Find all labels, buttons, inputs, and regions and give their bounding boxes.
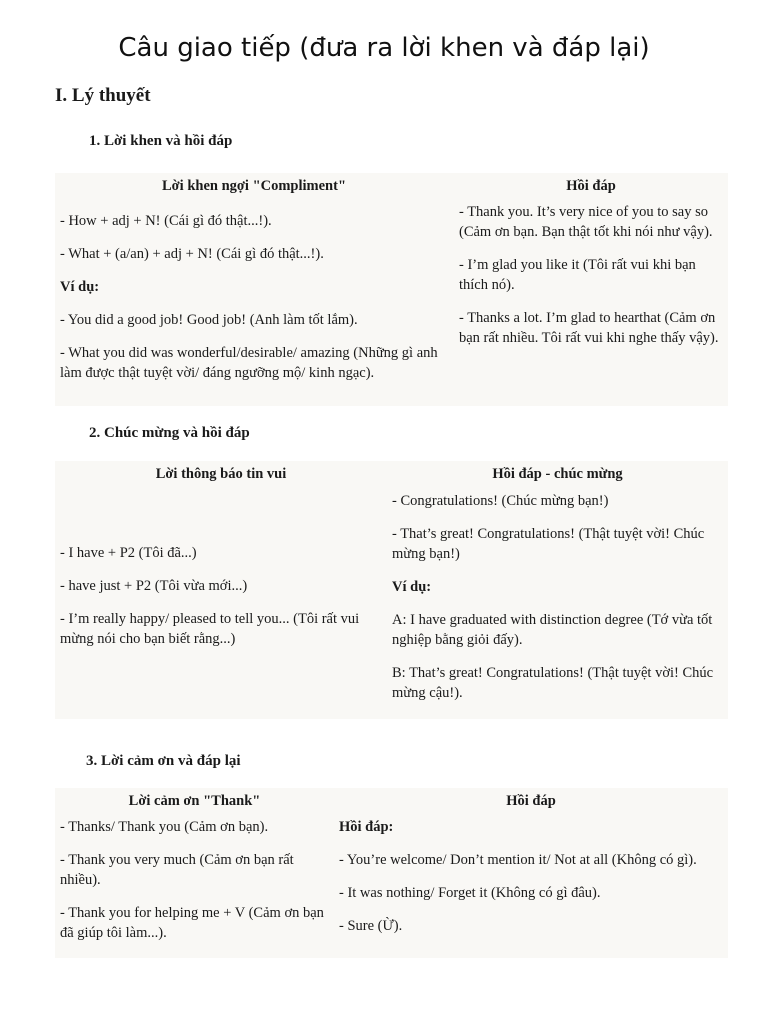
thanks-column [55, 788, 334, 958]
thanks-response-header: Hồi đáp [506, 793, 556, 809]
example-label: Ví dụ: [60, 279, 100, 295]
compliment-response-column [453, 173, 728, 406]
thanks-table [55, 788, 728, 958]
response-line: - Thanks a lot. I’m glad to hearthat (Cảm ơn bạn rất nhiều. Tôi rất vui khi nghe thấy vậy). [459, 310, 719, 346]
compliment-column-header: Lời khen ngợi "Compliment" [161, 178, 347, 194]
subsection-heading-congratulation: 2. Chúc mừng và hồi đáp [89, 425, 250, 441]
response-line: B: That’s great! Congratulations! (Thật tuyệt vời! Chúc mừng cậu!). [392, 665, 714, 701]
thanks-line: - Thanks/ Thank you (Cảm ơn bạn). [60, 819, 269, 835]
response-line: A: I have graduated with distinction degree (Tớ vừa tốt nghiệp bằng giỏi đấy). [392, 612, 713, 648]
response-line: - Sure (Ừ). [339, 918, 403, 934]
page-title: Câu giao tiếp (đưa ra lời khen và đáp lại) [118, 33, 650, 63]
section-heading-theory: I. Lý thuyết [55, 85, 151, 106]
thanks-line: - Thank you for helping me + V (Cảm ơn bạn đã giúp tôi làm...). [60, 905, 324, 941]
good-news-line: - I have + P2 (Tôi đã...) [60, 545, 197, 561]
compliment-line: - What you did was wonderful/desirable/ amazing (Những gì anh làm được thật tuyệt vời/ đáng ngưỡng mộ/ kinh ngạc). [60, 345, 438, 381]
compliment-line: - You did a good job! Good job! (Anh làm tốt lắm). [60, 312, 358, 328]
congratulation-table [55, 461, 728, 719]
congratulation-response-column [387, 461, 728, 719]
thanks-column-header: Lời cảm ơn "Thank" [128, 793, 261, 809]
thanks-response-column [334, 788, 728, 958]
compliment-response-header: Hồi đáp [566, 178, 616, 194]
compliment-column [55, 173, 453, 406]
congratulation-response-header: Hồi đáp - chúc mừng [492, 466, 623, 482]
compliment-line: - What + (a/an) + adj + N! (Cái gì đó thật...!). [60, 246, 324, 262]
response-line: - That’s great! Congratulations! (Thật tuyệt vời! Chúc mừng bạn!) [392, 526, 705, 562]
response-line: - Thank you. It’s very nice of you to say so (Cảm ơn bạn. Bạn thật tốt khi nói như vậy). [459, 204, 713, 240]
response-line: - It was nothing/ Forget it (Không có gì đâu). [339, 885, 601, 901]
compliment-table [55, 173, 728, 406]
subsection-heading-thanks: 3. Lời cảm ơn và đáp lại [86, 753, 241, 769]
response-line: - You’re welcome/ Don’t mention it/ Not at all (Không có gì). [339, 852, 697, 868]
good-news-column [55, 461, 387, 719]
compliment-line: - How + adj + N! (Cái gì đó thật...!). [60, 213, 272, 229]
thanks-line: - Thank you very much (Cảm ơn bạn rất nhiều). [60, 852, 294, 888]
response-label: Hồi đáp: [339, 819, 394, 835]
response-line: - I’m glad you like it (Tôi rất vui khi bạn thích nó). [459, 257, 696, 293]
good-news-header: Lời thông báo tin vui [155, 466, 287, 482]
good-news-line: - have just + P2 (Tôi vừa mới...) [60, 578, 248, 594]
response-line: - Congratulations! (Chúc mừng bạn!) [392, 493, 609, 509]
good-news-line: - I’m really happy/ pleased to tell you... (Tôi rất vui mừng nói cho bạn biết rằng...) [60, 611, 360, 647]
subsection-heading-compliment: 1. Lời khen và hồi đáp [89, 133, 233, 149]
example-label: Ví dụ: [392, 579, 432, 595]
